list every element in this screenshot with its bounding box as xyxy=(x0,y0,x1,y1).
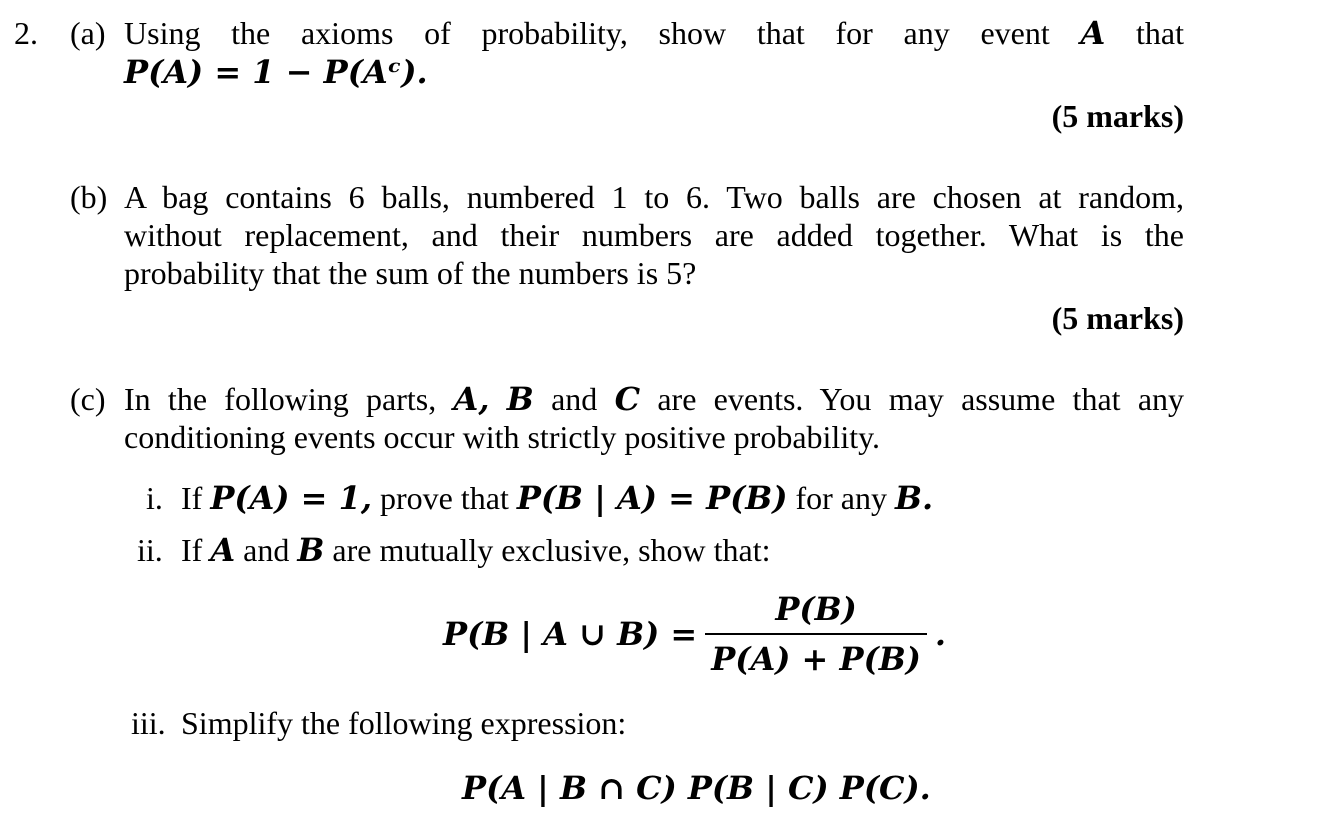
part-b-label: (b) xyxy=(70,179,108,215)
part-b-marks: (5 marks) xyxy=(1051,300,1184,336)
part-c-line1-start: In the following parts, xyxy=(124,381,437,417)
part-c-event-a: A, xyxy=(453,380,490,418)
sub-i-tail: for any xyxy=(795,480,887,516)
sub-ii-label: ii. xyxy=(137,532,163,568)
sub-ii-denominator: P(A) + P(B) xyxy=(711,640,921,678)
sub-ii-var-a: A xyxy=(210,531,236,569)
sub-iii-text: Simplify the following expression: xyxy=(181,705,627,741)
part-c-line2: conditioning events occur with strictly positive probability. xyxy=(124,419,881,455)
sub-iii-label: iii. xyxy=(131,705,166,741)
sub-ii-var-b: B xyxy=(297,531,325,569)
part-c-event-b: B xyxy=(506,380,534,418)
sub-ii-numerator: P(B) xyxy=(705,593,927,635)
part-a-equation: P(A) = 1 − P(Aᶜ). xyxy=(124,53,428,91)
part-c-line1-end: are events. You may assume that any xyxy=(657,381,1185,417)
part-b-line2: without replacement, and their numbers are added together. What is the xyxy=(124,217,1184,253)
part-a-text: Using the axioms of probability, show that for any event xyxy=(124,15,1050,51)
sub-i-middle: prove that xyxy=(379,480,509,516)
sub-ii-if: If xyxy=(181,532,203,568)
sub-i-premise: P(A) = 1, xyxy=(210,479,372,517)
sub-i-statement xyxy=(181,479,934,517)
part-a-event: A xyxy=(1080,14,1106,52)
sub-ii-fraction xyxy=(705,590,927,678)
part-b-line2-wrap xyxy=(124,219,1184,251)
sub-ii-statement xyxy=(181,531,771,569)
part-a-text-end: that xyxy=(1136,15,1185,51)
part-b-line1-wrap xyxy=(124,181,1184,213)
sub-ii-lhs: P(B | A ∪ B) = xyxy=(443,615,698,653)
sub-iii-expression: P(A | B ∩ C) P(B | C) P(C). xyxy=(462,769,931,807)
part-a-line1 xyxy=(124,14,1185,52)
part-c-label: (c) xyxy=(70,381,106,417)
part-c-and: and xyxy=(551,381,598,417)
part-c-line1 xyxy=(124,380,1185,418)
part-b-line1: A bag contains 6 balls, numbered 1 to 6. Two balls are chosen at random, xyxy=(124,179,1184,215)
sub-ii-period: . xyxy=(934,615,947,653)
part-b-line3: probability that the sum of the numbers is 5? xyxy=(124,255,697,291)
sub-ii-text: are mutually exclusive, show that: xyxy=(332,532,771,568)
part-a-marks: (5 marks) xyxy=(1051,98,1184,134)
sub-i-label: i. xyxy=(146,480,163,516)
question-number: 2. xyxy=(14,15,38,51)
part-c-event-c: C xyxy=(614,380,641,418)
sub-i-tail-var: B. xyxy=(894,479,934,517)
sub-ii-and: and xyxy=(243,532,290,568)
sub-i-conclusion: P(B | A) = P(B) xyxy=(516,479,788,517)
sub-ii-equation xyxy=(443,590,947,678)
sub-i-if: If xyxy=(181,480,203,516)
part-a-label: (a) xyxy=(70,15,106,51)
